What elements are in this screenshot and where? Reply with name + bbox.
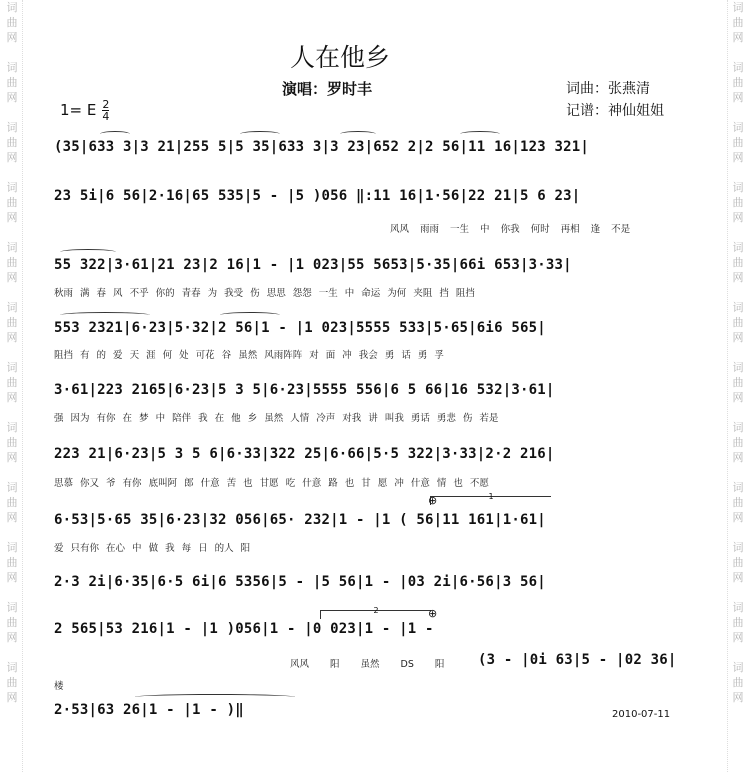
- watermark-left: [2, 0, 23, 772]
- watermark-text: 词 曲 网: [732, 61, 744, 104]
- watermark-text: 词 曲 网: [732, 121, 744, 164]
- slur: [60, 312, 150, 318]
- watermark-text: 词 曲 网: [732, 541, 744, 584]
- slur: [100, 131, 130, 137]
- watermark-text: 词 曲 网: [6, 541, 18, 584]
- slur: [340, 131, 376, 137]
- score-line-1: (35|633 3|3 21|255 5|5 35|633 3|3 23|652 2|2 56|11 16|123 321|: [54, 139, 589, 155]
- slur: [460, 131, 500, 137]
- ending-2-label: 2: [373, 606, 379, 615]
- score-line-3: 55 322|3·61|21 23|2 16|1 - |1 023|55 5653|5·35|66i 653|3·33|: [54, 257, 572, 273]
- watermark-text: 词 曲 网: [732, 661, 744, 704]
- coda-mark-2: ⊕: [428, 607, 438, 620]
- key-signature: [60, 99, 109, 122]
- lyric-line-7: 风风 阳 虽然 DS 阳: [290, 659, 445, 670]
- lyric-line-8: 楼: [54, 681, 64, 692]
- score-line-9: 2 565|53 216|1 - |1 )056|1 - |0 023|1 - |1 -: [54, 621, 434, 637]
- watermark-text: 词 曲 网: [732, 1, 744, 44]
- date-stamp: 2010-07-11: [612, 709, 671, 720]
- watermark-text: 词 曲 网: [6, 361, 18, 404]
- watermark-right: [727, 0, 748, 772]
- watermark-text: 词 曲 网: [6, 61, 18, 104]
- watermark-text: 词 曲 网: [6, 181, 18, 224]
- lyric-line-2: 秋雨 满 春 风 不乎 你的 青春 为 我受 伤 思思 怨怨 一生 中 命运 为何 夹阻 挡 阻挡: [54, 288, 475, 299]
- composer-credit: 词曲：张燕清: [566, 81, 650, 97]
- watermark-text: 词 曲 网: [732, 241, 744, 284]
- song-title: 人在他乡: [290, 43, 391, 72]
- watermark-text: 词 曲 网: [732, 181, 744, 224]
- slur: [60, 249, 116, 255]
- score-line-4: 553 2321|6·23|5·32|2 56|1 - |1 023|5555 533|5·65|6i6 565|: [54, 320, 546, 336]
- slur: [220, 312, 280, 318]
- watermark-text: 词 曲 网: [6, 1, 18, 44]
- ending-1-label: 1: [488, 492, 494, 501]
- singer-credit: 演唱：罗时丰: [282, 80, 373, 98]
- watermark-text: 词 曲 网: [6, 601, 18, 644]
- watermark-text: 词 曲 网: [732, 481, 744, 524]
- lyric-line-1: 风风 雨雨 一生 中 你我 何时 再相 逢 不是: [390, 224, 631, 235]
- score-line-8: 2·3 2i|6·35|6·5 6i|6 5356|5 - |5 56|1 - |03 2i|6·56|3 56|: [54, 574, 546, 590]
- lyric-line-4: 强 因为 有你 在 梦 中 陪伴 我 在 他 乡 虽然 人情 冷声 对我 讲 叫我 勇话 勇悲 伤 若是: [54, 413, 499, 424]
- score-line-6: 223 21|6·23|5 3 5 6|6·33|322 25|6·66|5·5 322|3·33|2·2 216|: [54, 446, 555, 462]
- ending-2-bracket: [320, 606, 431, 619]
- score-line-5: 3·61|223 2165|6·23|5 3 5|6·23|5555 556|6 5 66|16 532|3·61|: [54, 382, 555, 398]
- watermark-text: 词 曲 网: [6, 481, 18, 524]
- coda-mark: ⊕: [428, 494, 438, 507]
- slur: [240, 131, 280, 137]
- transcriber-credit: 记谱：神仙姐姐: [566, 103, 664, 119]
- time-signature: [102, 99, 109, 122]
- lyric-line-5: 思慕 你又 爷 有你 底叫阿 郎 什意 苦 也 甘愿 吃 什意 路 也 甘 愿 冲 什意 情 也 不愿: [54, 478, 489, 489]
- lyric-line-3: 阻挡 有 的 爱 天 涯 何 处 可花 谷 虽然 风雨阵阵 对 面 冲 我会 勇 话 勇 孚: [54, 350, 444, 361]
- score-line-9-tail: (3 - |0i 63|5 - |02 36|: [478, 652, 677, 668]
- time-signature-top: 2: [102, 98, 110, 111]
- watermark-text: 词 曲 网: [732, 421, 744, 464]
- time-signature-bottom: 4: [102, 110, 110, 123]
- score-line-7: 6·53|5·65 35|6·23|32 056|65· 232|1 - |1 ( 56|11 161|1·61|: [54, 512, 546, 528]
- key-label: 1= E: [60, 101, 97, 119]
- ending-1-bracket: [430, 492, 551, 505]
- watermark-text: 词 曲 网: [6, 121, 18, 164]
- watermark-text: 词 曲 网: [6, 301, 18, 344]
- score-line-10: 2·53|63 26|1 - |1 - )‖: [54, 702, 244, 718]
- watermark-text: 词 曲 网: [732, 361, 744, 404]
- watermark-text: 词 曲 网: [732, 301, 744, 344]
- slur: [135, 694, 295, 700]
- watermark-text: 词 曲 网: [6, 241, 18, 284]
- lyric-line-6: 爱 只有你 在心 中 做 我 每 日 的人 阳: [54, 543, 251, 554]
- watermark-text: 词 曲 网: [6, 421, 18, 464]
- score-line-2: 23 5i|6 56|2·16|65 535|5 - |5 )056 ‖:11 16|1·56|22 21|5 6 23|: [54, 188, 581, 204]
- watermark-text: 词 曲 网: [6, 661, 18, 704]
- watermark-text: 词 曲 网: [732, 601, 744, 644]
